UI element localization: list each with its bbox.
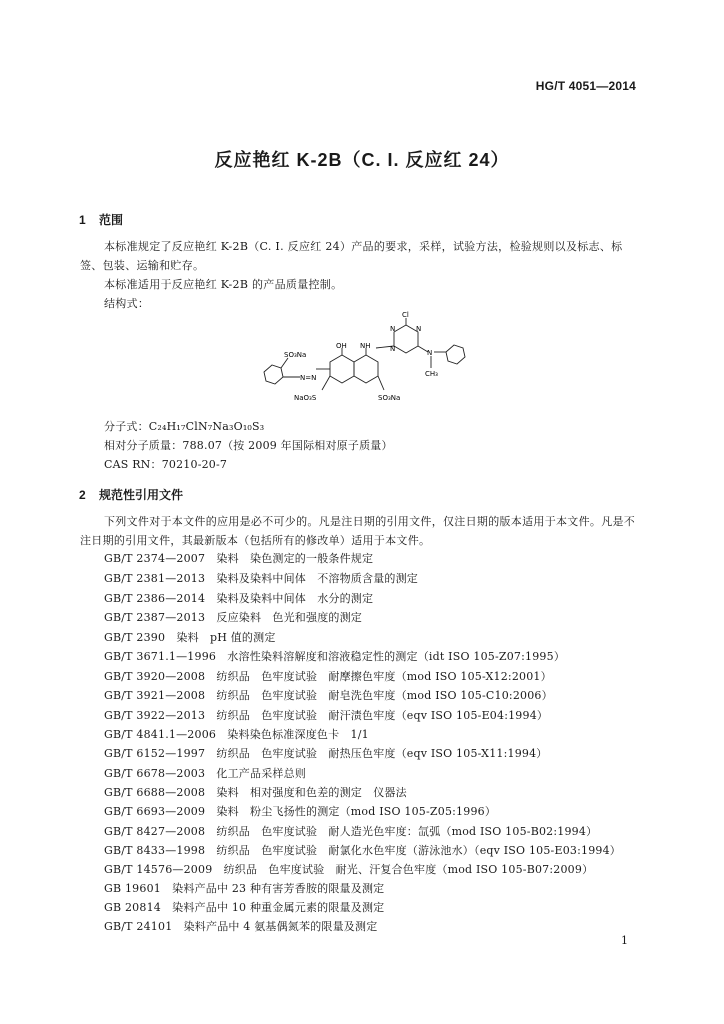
section-title: 规范性引用文件 (99, 488, 184, 502)
naphthalene-ring-2 (354, 355, 378, 383)
reference-item: GB/T 3920—2008 纺织品 色牢度试验 耐摩擦色牢度（mod ISO 105-X12:2001） (104, 670, 552, 683)
reference-item: GB/T 6152—1997 纺织品 色牢度试验 耐热压色牢度（eqv ISO 105-X11:1994） (104, 747, 548, 760)
oh-label: OH (336, 342, 347, 350)
section-number: 1 (79, 213, 86, 227)
document-title: 反应艳红 K-2B（C. I. 反应红 24） (214, 150, 510, 170)
azo-label: N=N (300, 374, 317, 382)
reference-item: GB/T 8427—2008 纺织品 色牢度试验 耐人造光色牢度：氙弧（mod ISO 105-B02:1994） (104, 825, 598, 838)
reference-item: GB 19601 染料产品中 23 种有害芳香胺的限量及测定 (104, 882, 385, 895)
so3na-top-label: SO₃Na (284, 351, 307, 359)
standard-code: HG/T 4051—2014 (535, 79, 636, 93)
triazine-ring (394, 325, 418, 353)
section-title: 范围 (99, 213, 124, 227)
page-number: 1 (621, 934, 628, 947)
section-number: 2 (79, 488, 86, 502)
reference-item: GB/T 3921—2008 纺织品 色牢度试验 耐皂洗色牢度（mod ISO 105-C10:2006） (104, 689, 553, 702)
so3na-right-label: SO₃Na (378, 394, 401, 402)
reference-item: GB/T 2387—2013 反应染料 色光和强度的测定 (104, 611, 362, 624)
ch3-label: CH₃ (425, 370, 438, 378)
reference-item: GB/T 2386—2014 染料及染料中间体 水分的测定 (104, 592, 374, 605)
cas-number: CAS RN：70210-20-7 (104, 458, 228, 471)
reference-item: GB/T 24101 染料产品中 4 氨基偶氮苯的限量及测定 (104, 920, 378, 933)
naphthalene-ring-1 (330, 355, 354, 383)
reference-item: GB/T 2390 染料 pH 值的测定 (104, 631, 276, 644)
nao3s-label: NaO₃S (294, 394, 317, 402)
scope-paragraph-1: 本标准规定了反应艳红 K-2B（C. I. 反应红 24）产品的要求，采样，试验方法，检验规则以及标志、标签、包装、运输和贮存。 (80, 240, 623, 272)
chemical-structure-diagram (250, 310, 470, 412)
scope-paragraph-2: 本标准适用于反应艳红 K-2B 的产品质量控制。 (104, 278, 343, 291)
cl-label: Cl (402, 311, 409, 319)
triazine-n2-label: N (390, 345, 396, 353)
reference-item: GB/T 14576—2009 纺织品 色牢度试验 耐光、汗复合色牢度（mod ISO 105-B07:2009） (104, 863, 594, 876)
reference-item: GB/T 6678—2003 化工产品采样总则 (104, 767, 306, 780)
reference-item: GB/T 3671.1—1996 水溶性染料溶解度和溶液稳定性的测定（idt ISO 105-Z07:1995） (104, 650, 566, 663)
reference-item: GB/T 3922—2013 纺织品 色牢度试验 耐汗渍色牢度（eqv ISO 105-E04:1994） (104, 709, 549, 722)
reference-item: GB 20814 染料产品中 10 种重金属元素的限量及测定 (104, 901, 385, 914)
section-2-heading (79, 486, 183, 503)
reference-item: GB/T 2374—2007 染料 染色测定的一般条件规定 (104, 552, 374, 565)
reference-item: GB/T 2381—2013 染料及染料中间体 不溶物质含量的测定 (104, 572, 418, 585)
benzene-ring-right (446, 345, 465, 364)
nh-label: NH (360, 342, 371, 350)
n-methyl-label: N (427, 349, 433, 357)
molecular-formula: 分子式：C₂₄H₁₇ClN₇Na₃O₁₀S₃ (104, 420, 265, 433)
section-1-heading (79, 211, 123, 228)
structure-label: 结构式： (104, 297, 150, 310)
triazine-n1-label: N (390, 325, 396, 333)
reference-item: GB/T 8433—1998 纺织品 色牢度试验 耐氯化水色牢度（游泳池水）（eqv ISO 105-E03:1994） (104, 844, 621, 857)
reference-item: GB/T 4841.1—2006 染料染色标准深度色卡 1/1 (104, 728, 369, 741)
references-intro: 下列文件对于本文件的应用是必不可少的。凡是注日期的引用文件，仅注日期的版本适用于本文件。凡是不注日期的引用文件，其最新版本（包括所有的修改单）适用于本文件。 (80, 515, 636, 547)
triazine-n3-label: N (416, 325, 422, 333)
reference-item: GB/T 6688—2008 染料 相对强度和色差的测定 仪器法 (104, 786, 407, 799)
benzene-ring-left (264, 365, 283, 384)
molecular-mass: 相对分子质量：788.07（按 2009 年国际相对原子质量） (104, 439, 393, 452)
reference-item: GB/T 6693—2009 染料 粉尘飞扬性的测定（mod ISO 105-Z05:1996） (104, 805, 497, 818)
